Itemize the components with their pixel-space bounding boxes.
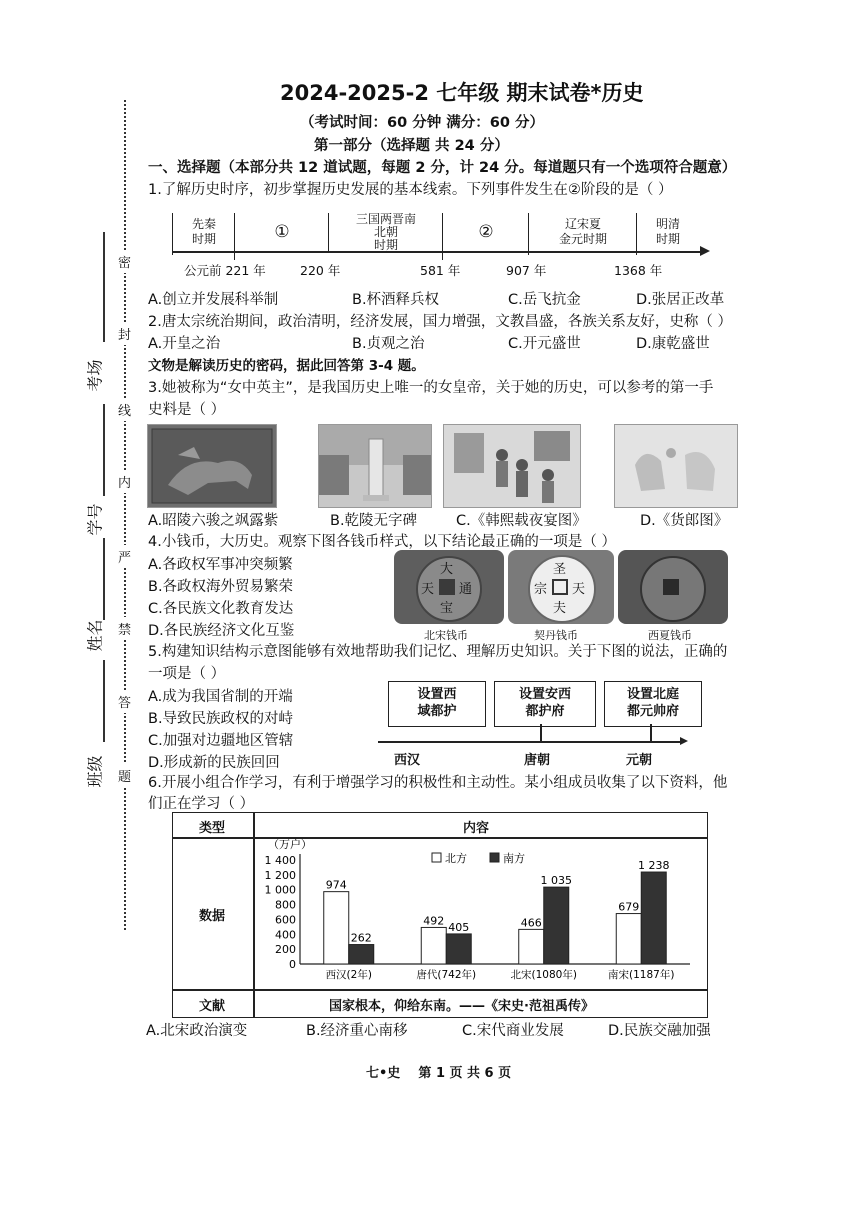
exam-room-line[interactable]	[103, 232, 105, 342]
seal-char: 封	[118, 322, 131, 345]
timeline-year: 1368 年	[614, 263, 663, 278]
q1-option-c[interactable]: C.岳飞抗金	[508, 292, 581, 308]
name-label: 姓名	[85, 619, 105, 652]
stele-image	[318, 424, 432, 508]
q6-stem-line1: 6.开展小组合作学习，有利于增强学习的积极性和主动性。某小组成员收集了以下资料，他	[148, 775, 728, 791]
relief-horse-image	[147, 424, 277, 508]
coin-glyph: 圣	[553, 562, 567, 577]
y-tick-label: 1 400	[264, 854, 296, 867]
coin-glyph: 夫	[553, 601, 567, 616]
y-tick-label: 0	[289, 958, 296, 971]
timeline-year: 907 年	[506, 263, 547, 278]
x-tick-label: 唐代(742年)	[416, 969, 477, 981]
q6-option-d[interactable]: D.民族交融加强	[608, 1023, 711, 1039]
q3-option-c[interactable]: C.《韩熙载夜宴图》	[456, 513, 587, 529]
seal-char: 禁	[118, 617, 131, 640]
q1-stem: 1.了解历史时序，初步掌握历史发展的基本线索。下列事件发生在②阶段的是（ ）	[148, 182, 673, 198]
student-id-label: 学号	[85, 503, 105, 536]
bar	[641, 872, 666, 964]
bar-value-label: 492	[423, 914, 445, 928]
legend-swatch	[432, 853, 441, 862]
q4-option-b[interactable]: B.各政权海外贸易繁荣	[148, 579, 294, 595]
q6-stem-line2: 们正在学习（ ）	[148, 796, 255, 812]
part-heading: 第一部分（选择题 共 24 分）	[314, 138, 509, 154]
timeline-year: 220 年	[300, 263, 341, 278]
q5-option-b[interactable]: B.导致民族政权的对峙	[148, 711, 294, 727]
arrow-right-icon	[680, 737, 688, 745]
bar	[349, 945, 374, 964]
binding-dotted-line	[124, 100, 126, 930]
table-header: 内容	[463, 821, 490, 836]
bar	[421, 927, 446, 964]
coin-caption: 契丹钱币	[534, 629, 578, 642]
q3-option-a[interactable]: A.昭陵六骏之飒露紫	[148, 513, 279, 529]
timeline-period: ①	[234, 213, 329, 260]
q3-stem-line2: 史料是（ ）	[148, 402, 226, 418]
diagram-box: 设置北庭 都元帅府	[604, 681, 702, 727]
y-tick-label: 200	[275, 943, 296, 957]
q5-stem-line2: 一项是（ ）	[148, 666, 226, 682]
q2-option-b[interactable]: B.贞观之治	[352, 336, 425, 352]
row-label: 数据	[199, 909, 226, 924]
song-coin-image	[394, 550, 504, 624]
q4-stem: 4.小钱币，大历史。观察下图各钱币样式，以下结论最正确的一项是（ ）	[148, 534, 616, 550]
coin-glyph: 天	[572, 582, 586, 597]
section-heading: 一、选择题（本部分共 12 道试题，每题 2 分，计 24 分。每道题只有一个选项符合题意）	[148, 160, 737, 176]
bar	[519, 929, 544, 964]
x-tick-label: 西汉(2年)	[325, 969, 372, 981]
q3-option-b[interactable]: B.乾陵无字碑	[330, 513, 418, 529]
x-tick-label: 南宋(1187年)	[608, 969, 675, 981]
seal-char: 线	[118, 398, 131, 421]
q2-option-d[interactable]: D.康乾盛世	[636, 336, 710, 352]
page-footer: 七•史 第 1 页 共 6 页	[366, 1066, 512, 1081]
q5-stem-line1: 5.构建知识结构示意图能够有效地帮助我们记忆、理解历史知识。关于下图的说法，正确的	[148, 644, 728, 660]
timeline-period: ②	[442, 213, 529, 260]
exam-room-label: 考场	[85, 359, 105, 392]
khitan-coin-image	[508, 550, 614, 624]
coin-glyph: 宝	[440, 601, 454, 616]
name-line[interactable]	[103, 538, 105, 620]
timeline-year: 公元前 221 年	[184, 263, 266, 278]
class-line[interactable]	[103, 660, 105, 742]
coin-glyph: 通	[459, 582, 473, 597]
banquet-painting-image	[443, 424, 581, 508]
timeline-year: 581 年	[420, 263, 461, 278]
legend-swatch	[490, 853, 499, 862]
bar-value-label: 1 035	[540, 874, 572, 888]
bar-value-label: 974	[325, 878, 347, 892]
q4-option-d[interactable]: D.各民族经济文化互鉴	[148, 623, 295, 639]
exam-info: （考试时间：60 分钟 满分：60 分）	[300, 115, 544, 131]
class-label: 班级	[85, 755, 105, 788]
seal-char: 题	[118, 764, 131, 787]
timeline-period: 三国两晋南 北朝 时期	[328, 213, 443, 251]
timeline-period: 明清 时期	[636, 213, 699, 255]
bar-value-label: 679	[618, 900, 640, 914]
student-id-line[interactable]	[103, 404, 105, 496]
y-axis-unit: （万户）	[268, 838, 312, 851]
q1-option-a[interactable]: A.创立并发展科举制	[148, 292, 279, 308]
bar-value-label: 466	[520, 916, 542, 930]
q6-option-a[interactable]: A.北宋政治演变	[146, 1023, 248, 1039]
q5-option-c[interactable]: C.加强对边疆地区管辖	[148, 733, 294, 749]
legend-label: 南方	[503, 852, 525, 865]
table-header: 类型	[199, 821, 226, 836]
diagram-era: 西汉	[394, 753, 421, 768]
document-quote: 国家根本，仰给东南。——《宋史·范祖禹传》	[329, 999, 594, 1014]
q6-option-b[interactable]: B.经济重心南移	[306, 1023, 408, 1039]
page-title: 2024-2025-2 七年级 期末试卷*历史	[280, 81, 644, 105]
q1-option-b[interactable]: B.杯酒释兵权	[352, 292, 440, 308]
seal-char: 内	[118, 470, 131, 493]
q2-option-a[interactable]: A.开皇之治	[148, 336, 221, 352]
seal-char: 密	[118, 250, 131, 273]
diagram-era: 唐朝	[524, 753, 551, 768]
seal-char: 答	[118, 690, 131, 713]
q3-option-d[interactable]: D.《货郎图》	[640, 513, 729, 529]
coin-glyph: 宗	[534, 582, 548, 597]
bar-value-label: 262	[350, 931, 372, 945]
timeline-period: 先秦 时期	[172, 213, 235, 255]
q5-option-d[interactable]: D.形成新的民族回回	[148, 755, 280, 771]
bar-value-label: 405	[448, 920, 470, 934]
bar-value-label: 1 238	[638, 859, 670, 873]
coin-glyph: 大	[440, 562, 454, 577]
q1-option-d[interactable]: D.张居正改革	[636, 292, 725, 308]
q4-option-a[interactable]: A.各政权军事冲突频繁	[148, 557, 293, 573]
y-tick-label: 600	[275, 913, 296, 927]
q2-option-c[interactable]: C.开元盛世	[508, 336, 581, 352]
q4-option-c[interactable]: C.各民族文化教育发达	[148, 601, 294, 617]
seal-char: 严	[118, 545, 131, 568]
q6-option-c[interactable]: C.宋代商业发展	[462, 1023, 564, 1039]
bar	[616, 914, 641, 964]
peddler-painting-image	[614, 424, 738, 508]
bar	[324, 892, 349, 964]
x-tick-label: 北宋(1080年)	[510, 969, 577, 981]
bar	[446, 934, 471, 964]
bar	[544, 887, 569, 964]
coin-caption: 北宋钱币	[424, 629, 468, 642]
q5-option-a[interactable]: A.成为我国省制的开端	[148, 689, 293, 705]
xixia-coin-image	[618, 550, 728, 624]
intro-q3-q4: 文物是解读历史的密码，据此回答第 3-4 题。	[148, 358, 425, 374]
y-tick-label: 1 000	[264, 883, 296, 897]
q2-stem: 2.唐太宗统治期间，政治清明，经济发展，国力增强，文教昌盛，各族关系友好，史称（ ）	[148, 314, 732, 330]
arrow-right-icon	[700, 246, 710, 256]
y-tick-label: 400	[275, 928, 296, 942]
diagram-box: 设置西 域都护	[388, 681, 486, 727]
diagram-axis	[378, 741, 682, 743]
y-tick-label: 800	[275, 898, 296, 912]
coin-glyph: 天	[421, 582, 435, 597]
y-tick-label: 1 200	[264, 868, 296, 882]
coin-caption: 西夏钱币	[648, 629, 692, 642]
legend-label: 北方	[445, 852, 467, 865]
q3-stem-line1: 3.她被称为“女中英主”，是我国历史上唯一的女皇帝，关于她的历史，可以参考的第一手	[148, 380, 714, 396]
diagram-box: 设置安西 都护府	[494, 681, 596, 727]
timeline-period: 辽宋夏 金元时期	[528, 213, 637, 255]
diagram-era: 元朝	[626, 753, 653, 768]
household-bar-chart	[254, 838, 704, 988]
row-label: 文献	[199, 999, 226, 1014]
